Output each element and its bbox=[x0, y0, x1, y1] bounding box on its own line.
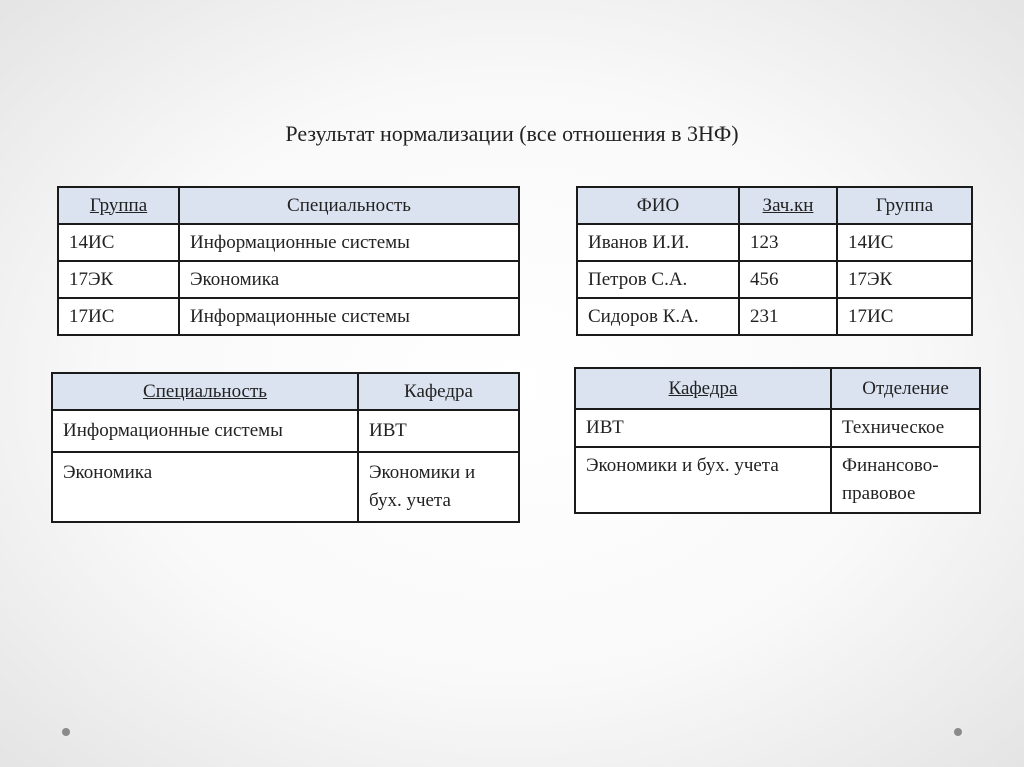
cell-group: 17ЭК bbox=[58, 261, 179, 298]
cell-division: Техническое bbox=[831, 409, 980, 447]
table-row bbox=[52, 452, 519, 522]
cell-division: Финансово-правовое bbox=[831, 447, 980, 513]
cell-department: Экономики и бух. учета bbox=[575, 447, 831, 513]
column-header-division: Отделение bbox=[831, 368, 980, 409]
table-row bbox=[575, 447, 980, 513]
table-row bbox=[52, 410, 519, 452]
column-header-specialty: Специальность bbox=[52, 373, 358, 410]
column-header-fio: ФИО bbox=[577, 187, 739, 224]
table-header-row bbox=[58, 187, 519, 224]
corner-dot-left bbox=[62, 728, 70, 736]
cell-fio: Сидоров К.А. bbox=[577, 298, 739, 335]
table-row bbox=[577, 298, 972, 335]
cell-group: 17ЭК bbox=[837, 261, 972, 298]
cell-specialty: Экономика bbox=[179, 261, 519, 298]
column-header-group: Группа bbox=[837, 187, 972, 224]
cell-specialty: Информационные системы bbox=[179, 224, 519, 261]
table-header-row bbox=[575, 368, 980, 409]
column-header-department: Кафедра bbox=[358, 373, 519, 410]
cell-specialty: Информационные системы bbox=[52, 410, 358, 452]
specialty-department-table bbox=[51, 372, 520, 523]
corner-dot-right bbox=[954, 728, 962, 736]
column-header-group: Группа bbox=[58, 187, 179, 224]
cell-group: 17ИС bbox=[58, 298, 179, 335]
table-row bbox=[58, 298, 519, 335]
table-row bbox=[577, 224, 972, 261]
cell-record-book: 231 bbox=[739, 298, 837, 335]
table-row bbox=[575, 409, 980, 447]
cell-fio: Петров С.А. bbox=[577, 261, 739, 298]
cell-group: 17ИС bbox=[837, 298, 972, 335]
table-header-row bbox=[577, 187, 972, 224]
table-row bbox=[58, 224, 519, 261]
table-row bbox=[577, 261, 972, 298]
table-row bbox=[58, 261, 519, 298]
students-table bbox=[576, 186, 973, 336]
cell-record-book: 123 bbox=[739, 224, 837, 261]
slide-title: Результат нормализации (все отношения в 3НФ) bbox=[285, 121, 739, 146]
cell-specialty: Экономика bbox=[52, 452, 358, 522]
column-header-specialty: Специальность bbox=[179, 187, 519, 224]
cell-fio: Иванов И.И. bbox=[577, 224, 739, 261]
cell-group: 14ИС bbox=[837, 224, 972, 261]
table-header-row bbox=[52, 373, 519, 410]
cell-group: 14ИС bbox=[58, 224, 179, 261]
cell-record-book: 456 bbox=[739, 261, 837, 298]
column-header-department: Кафедра bbox=[575, 368, 831, 409]
cell-department: ИВТ bbox=[575, 409, 831, 447]
department-division-table bbox=[574, 367, 981, 514]
group-specialty-table bbox=[57, 186, 520, 336]
cell-specialty: Информационные системы bbox=[179, 298, 519, 335]
cell-department: ИВТ bbox=[358, 410, 519, 452]
column-header-record-book: Зач.кн bbox=[739, 187, 837, 224]
cell-department: Экономики и бух. учета bbox=[358, 452, 519, 522]
